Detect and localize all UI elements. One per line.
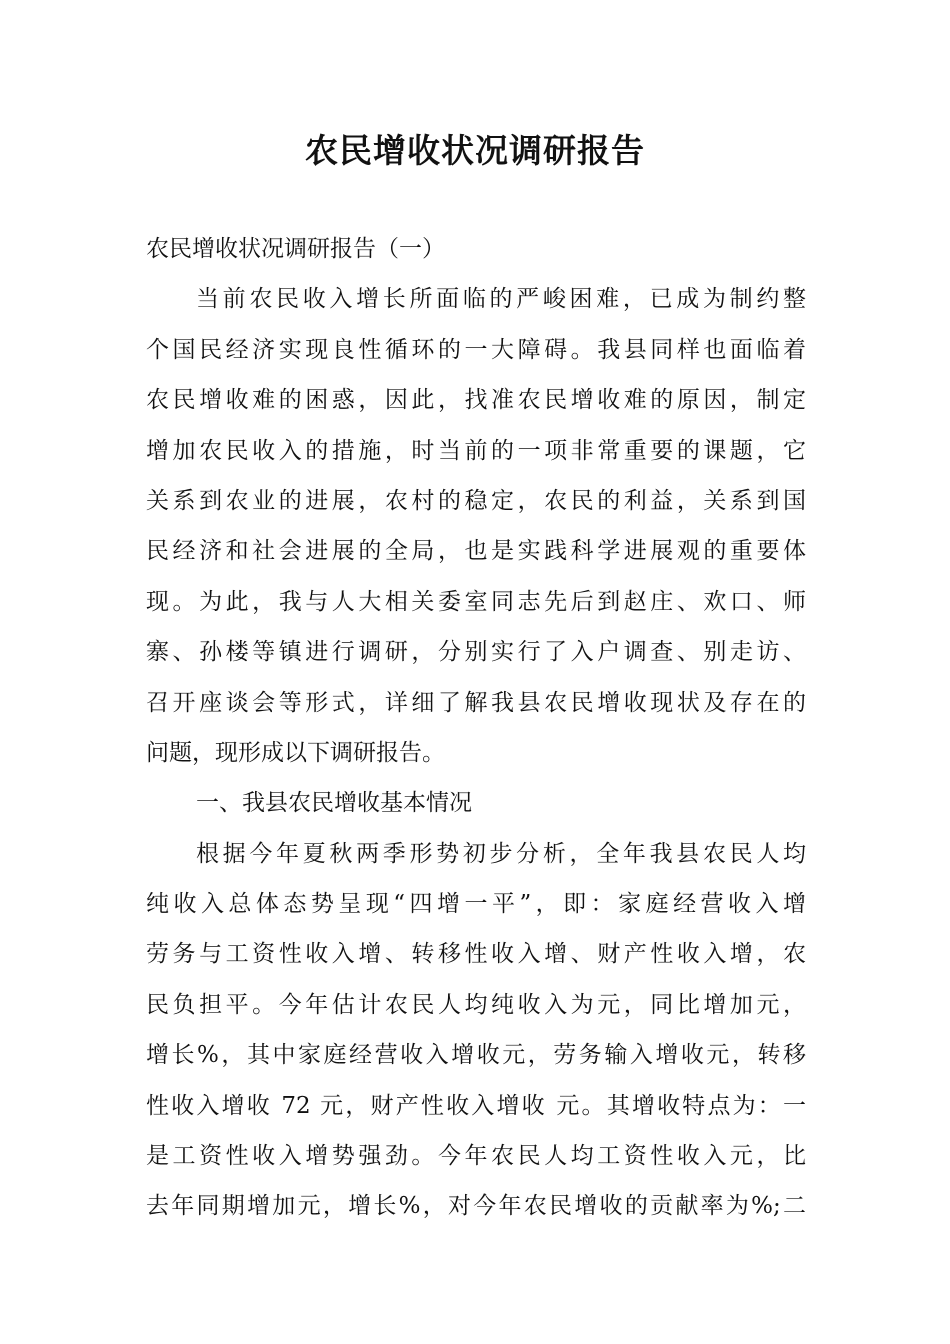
document-body xyxy=(146,224,806,1232)
paragraph-line: 劳务与工资性收入增、转移性收入增、财产性收入增，农 xyxy=(146,941,806,968)
paragraph-line: 寨、孙楼等镇进行调研，分别实行了入户调查、别走访、 xyxy=(146,639,806,666)
paragraph-line: 去年同期增加元，增长%，对今年农民增收的贡献率为%;二 xyxy=(146,1193,806,1220)
paragraph-line: 个国民经济实现良性循环的一大障碍。我县同样也面临着 xyxy=(146,336,806,363)
paragraph-line: 民经济和社会进展的全局，也是实践科学进展观的重要体 xyxy=(146,538,806,565)
section-heading: 一、我县农民增收基本情况 xyxy=(196,790,472,817)
paragraph-line: 纯收入总体态势呈现“四增一平”，即：家庭经营收入增 xyxy=(146,891,806,918)
paragraph-line: 召开座谈会等形式，详细了解我县农民增收现状及存在的 xyxy=(146,689,806,716)
paragraph-line: 当前农民收入增长所面临的严峻困难，已成为制约整 xyxy=(196,286,806,313)
paragraph-line: 根据今年夏秋两季形势初步分析，全年我县农民人均 xyxy=(196,840,806,867)
paragraph-line: 增加农民收入的措施，时当前的一项非常重要的课题，它 xyxy=(146,437,806,464)
paragraph-line: 现。为此，我与人大相关委室同志先后到赵庄、欢口、师 xyxy=(146,588,806,615)
paragraph-line: 性收入增收 72 元，财产性收入增收 元。其增收特点为：一 xyxy=(146,1092,806,1119)
document-subtitle: 农民增收状况调研报告（一） xyxy=(146,236,445,262)
paragraph-line: 增长%，其中家庭经营收入增收元，劳务输入增收元，转移 xyxy=(146,1042,806,1069)
paragraph-line: 农民增收难的困惑，因此，找准农民增收难的原因，制定 xyxy=(146,387,806,414)
document-title: 农民增收状况调研报告 xyxy=(305,131,645,170)
paragraph-line: 是工资性收入增势强劲。今年农民人均工资性收入元，比 xyxy=(146,1143,806,1170)
paragraph-line: 民负担平。今年估计农民人均纯收入为元，同比增加元， xyxy=(146,991,806,1018)
paragraph-line: 关系到农业的进展，农村的稳定，农民的利益，关系到国 xyxy=(146,487,806,514)
paragraph-line: 问题，现形成以下调研报告。 xyxy=(146,739,445,766)
